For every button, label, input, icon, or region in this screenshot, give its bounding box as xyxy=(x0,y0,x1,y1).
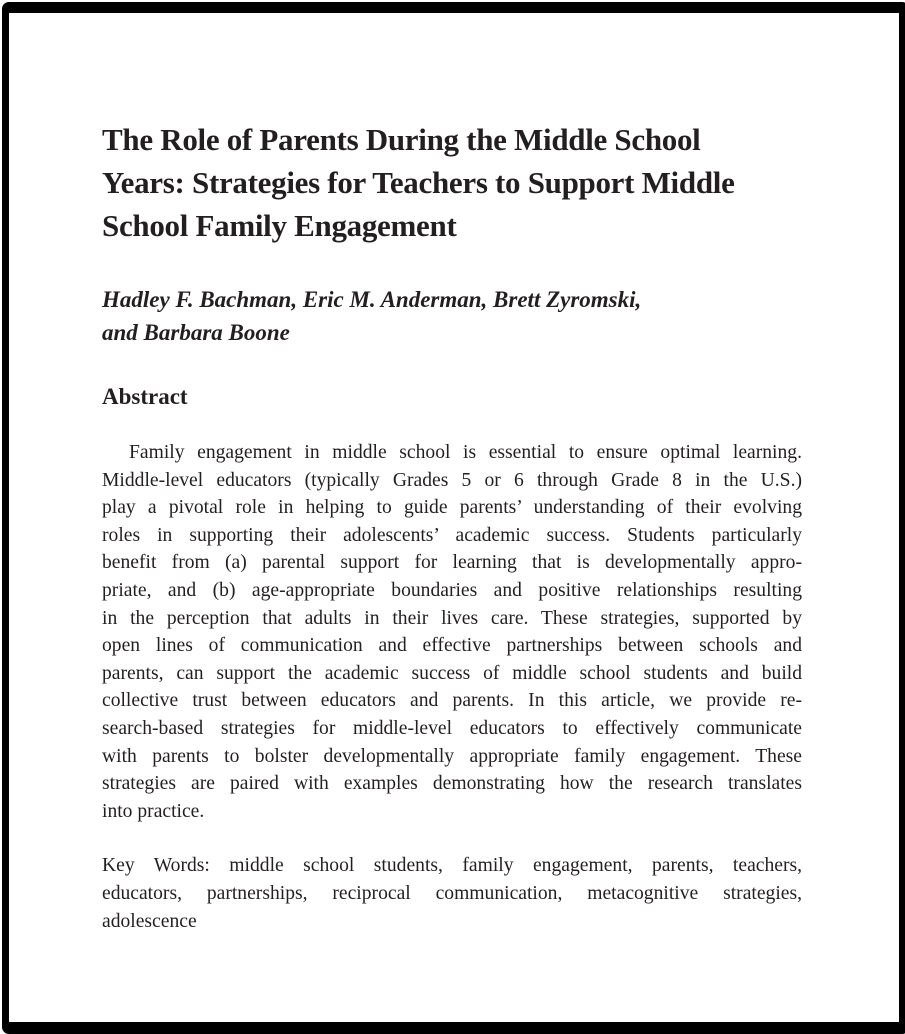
author-line: and Barbara Boone xyxy=(102,320,290,345)
title-line: The Role of Parents During the Middle School xyxy=(102,122,701,157)
abstract-line: in the perception that adults in their lives care. These strategies, supported by xyxy=(102,607,802,629)
abstract-line: open lines of communication and effective partnerships between schools and xyxy=(102,635,802,657)
keywords-line: educators, partnerships, reciprocal communication, metacognitive strategies, xyxy=(102,882,802,904)
abstract-line: into practice. xyxy=(102,800,205,822)
abstract-line: roles in supporting their adolescents’ academic success. Students particularly xyxy=(102,524,802,546)
abstract-line: Family engagement in middle school is essential to ensure optimal learning. xyxy=(129,442,802,463)
abstract-line: Middle-level educators (typically Grades 5 or 6 through Grade 8 in the U.S.) xyxy=(102,469,802,491)
abstract-body xyxy=(102,439,802,825)
abstract-line: strategies are paired with examples demonstrating how the research translates xyxy=(102,773,802,795)
paper-first-page xyxy=(102,118,802,935)
keywords-line: adolescence xyxy=(102,910,197,932)
keywords-line: Key Words: middle school students, family engagement, parents, teachers, xyxy=(102,855,802,877)
title-line: Years: Strategies for Teachers to Support Middle xyxy=(102,165,735,200)
abstract-line: benefit from (a) parental support for learning that is developmentally appro- xyxy=(102,552,802,574)
abstract-line: collective trust between educators and parents. In this article, we provide re- xyxy=(102,690,802,712)
abstract-line: priate, and (b) age-appropriate boundaries and positive relationships resulting xyxy=(102,579,802,601)
title-line: School Family Engagement xyxy=(102,208,457,243)
author-line: Hadley F. Bachman, Eric M. Anderman, Brett Zyromski, xyxy=(102,287,642,312)
abstract-line: search-based strategies for middle-level educators to effectively communicate xyxy=(102,717,802,739)
abstract-line: parents, can support the academic success of middle school students and build xyxy=(102,662,802,684)
keywords xyxy=(102,852,802,935)
paper-title xyxy=(102,118,802,247)
abstract-heading: Abstract xyxy=(102,384,188,409)
abstract-line: play a pivotal role in helping to guide parents’ understanding of their evolving xyxy=(102,497,802,519)
author-list xyxy=(102,283,802,349)
abstract-line: with parents to bolster developmentally appropriate family engagement. These xyxy=(102,745,802,767)
